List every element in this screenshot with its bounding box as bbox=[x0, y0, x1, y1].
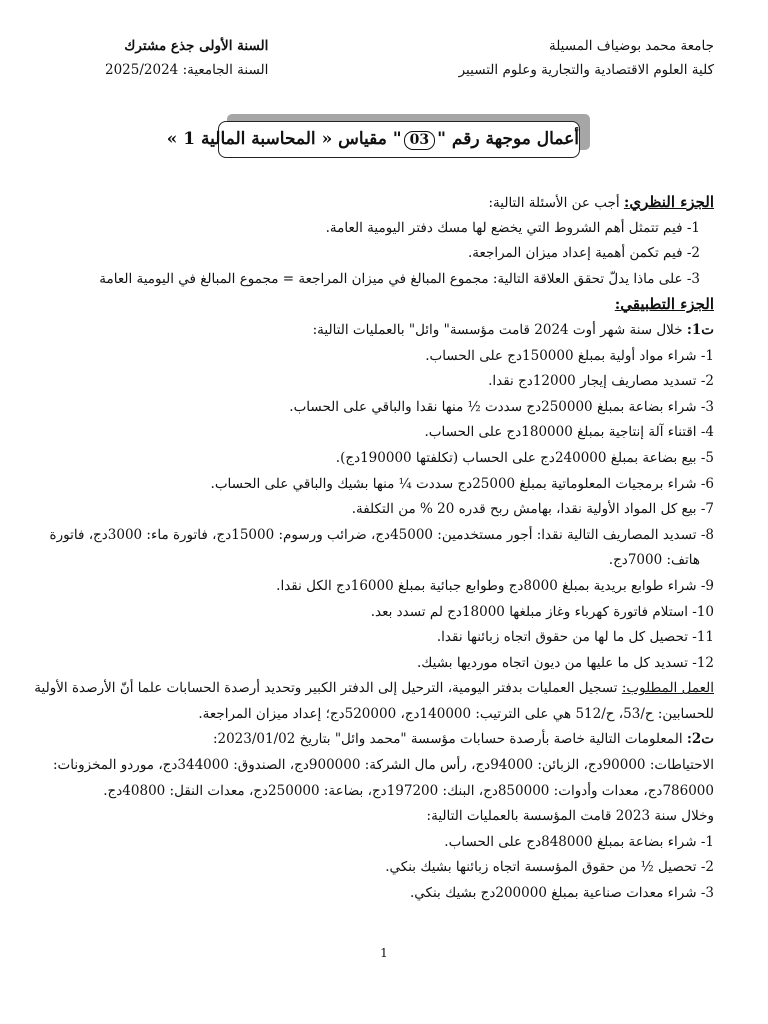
title-number: 03 bbox=[404, 131, 435, 150]
ex2-label: ت2: bbox=[686, 731, 714, 748]
ex1-required-text-1: تسجيل العمليات بدفتر اليومية، الترحيل إلى الدفتر الكبير وتحديد أرصدة الحسابات علما أنّ الأرصدة الأولية bbox=[34, 680, 618, 697]
ex1-operation-2: 2- تسديد مصاريف إيجار 12000دج نقدا. bbox=[488, 373, 714, 390]
ex1-intro: خلال سنة شهر أوت 2024 قامت مؤسسة" وائل" بالعمليات التالية: bbox=[312, 321, 683, 338]
ex1-operation-5: 5- بيع بضاعة بمبلغ 240000دج على الحساب (تكلفتها 190000دج). bbox=[335, 449, 714, 466]
theory-heading-line bbox=[56, 190, 714, 216]
theory-heading: الجزء النظري: bbox=[623, 193, 714, 211]
ex1-operation-10: 10- استلام فاتورة كهرباء وغاز مبلغها 18000دج لم تسدد بعد. bbox=[370, 603, 714, 620]
level-header bbox=[105, 34, 268, 82]
theory-question-3: 3- على ماذا يدلّ تحقق العلاقة التالية: مجموع المبالغ في ميزان المراجعة = مجموع المبالغ في اليومية العامة bbox=[99, 270, 700, 287]
academic-year bbox=[105, 58, 268, 82]
ex1-required-label: العمل المطلوب: bbox=[621, 680, 714, 697]
theory-instruction: أجب عن الأسئلة التالية: bbox=[488, 195, 620, 211]
page-number: 1 bbox=[380, 946, 388, 960]
ex1-intro-line bbox=[56, 318, 714, 344]
academic-year-label: السنة الجامعية: bbox=[182, 62, 269, 78]
document-body bbox=[34, 190, 714, 907]
ex1-operation-8-cont: هاتف: 7000دج. bbox=[608, 552, 700, 569]
ex1-operation-11: 11- تحصيل كل ما لها من حقوق اتجاه زبائنها نقدا. bbox=[436, 629, 714, 646]
ex1-required-line-2: للحسابين: ح/53، ح/512 هي على الترتيب: 140000دج، 520000دج؛ إعداد ميزان المراجعة. bbox=[198, 705, 714, 722]
ex2-intro: المعلومات التالية خاصة بأرصدة حسابات مؤسسة "محمد وائل" بتاريخ 2023/01/02: bbox=[212, 731, 683, 748]
ex2-operation-3: 3- شراء معدات صناعية بمبلغ 200000دج بشيك بنكي. bbox=[409, 885, 714, 902]
faculty-name: كلية العلوم الاقتصادية والتجارية وعلوم التسيير bbox=[458, 62, 714, 78]
ex2-balances-line-1: الاحتياطات: 90000دج، الزبائن: 94000دج، رأس مال الشركة: 900000دج، الصندوق: 344000دج، موردو المخزونات: bbox=[53, 757, 714, 774]
document-title bbox=[166, 114, 590, 158]
ex1-operation-12: 12- تسديد كل ما عليها من ديون اتجاه مورديها بشيك. bbox=[417, 654, 714, 671]
ex2-operation-2: 2- تحصيل ½ من حقوق المؤسسة اتجاه زبائنها بشيك بنكي. bbox=[385, 859, 714, 876]
ex1-operation-1: 1- شراء مواد أولية بمبلغ 150000دج على الحساب. bbox=[425, 347, 714, 364]
ex1-required-line-1 bbox=[34, 676, 714, 702]
title-prefix: أعمال موجهة رقم " bbox=[437, 129, 579, 149]
title-suffix: " مقياس « المحاسبة المالية 1 » bbox=[166, 129, 402, 149]
ex1-operation-7: 7- بيع كل المواد الأولية نقدا، بهامش ربح قدره 20 % من التكلفة. bbox=[351, 501, 714, 518]
ex2-ops-intro: وخلال سنة 2023 قامت المؤسسة بالعمليات التالية: bbox=[426, 808, 714, 825]
university-name: جامعة محمد بوضياف المسيلة bbox=[548, 38, 714, 54]
ex1-label: ت1: bbox=[686, 321, 714, 338]
ex2-balances-line-2: 786000دج، معدات وأدوات: 850000دج، البنك: 197200دج، بضاعة: 250000دج، معدات النقل: 40800دج. bbox=[103, 782, 714, 799]
ex1-operation-3: 3- شراء بضاعة بمبلغ 250000دج سددت ½ منها نقدا والباقي على الحساب. bbox=[289, 398, 714, 415]
institution-header bbox=[459, 34, 714, 82]
theory-question-1: 1- فيم تتمثل أهم الشروط التي يخضع لها مسك دفتر اليومية العامة. bbox=[325, 219, 700, 236]
title-box bbox=[166, 121, 580, 158]
ex2-intro-line bbox=[56, 727, 714, 753]
theory-question-2: 2- فيم تكمن أهمية إعداد ميزان المراجعة. bbox=[467, 245, 700, 262]
ex1-operation-8: 8- تسديد المصاريف التالية نقدا: أجور مستخدمين: 45000دج، ضرائب ورسوم: 15000دج، فاتورة ماء: 3000دج، فاتورة bbox=[49, 526, 714, 543]
ex1-operation-4: 4- اقتناء آلة إنتاجية بمبلغ 180000دج على الحساب. bbox=[424, 424, 714, 441]
practical-heading-line bbox=[56, 292, 714, 318]
academic-year-value: 2025/2024 bbox=[105, 62, 179, 78]
ex2-operation-1: 1- شراء بضاعة بمبلغ 848000دج على الحساب. bbox=[444, 833, 714, 850]
ex1-operation-9: 9- شراء طوابع بريدية بمبلغ 8000دج وطوابع جبائية بمبلغ 16000دج الكل نقدا. bbox=[276, 577, 714, 594]
ex1-operation-6: 6- شراء برمجيات المعلوماتية بمبلغ 25000دج سددت ¼ منها بشيك والباقي على الحساب. bbox=[210, 475, 714, 492]
practical-heading: الجزء التطبيقي: bbox=[614, 295, 714, 314]
study-level: السنة الأولى جذع مشترك bbox=[124, 38, 269, 54]
